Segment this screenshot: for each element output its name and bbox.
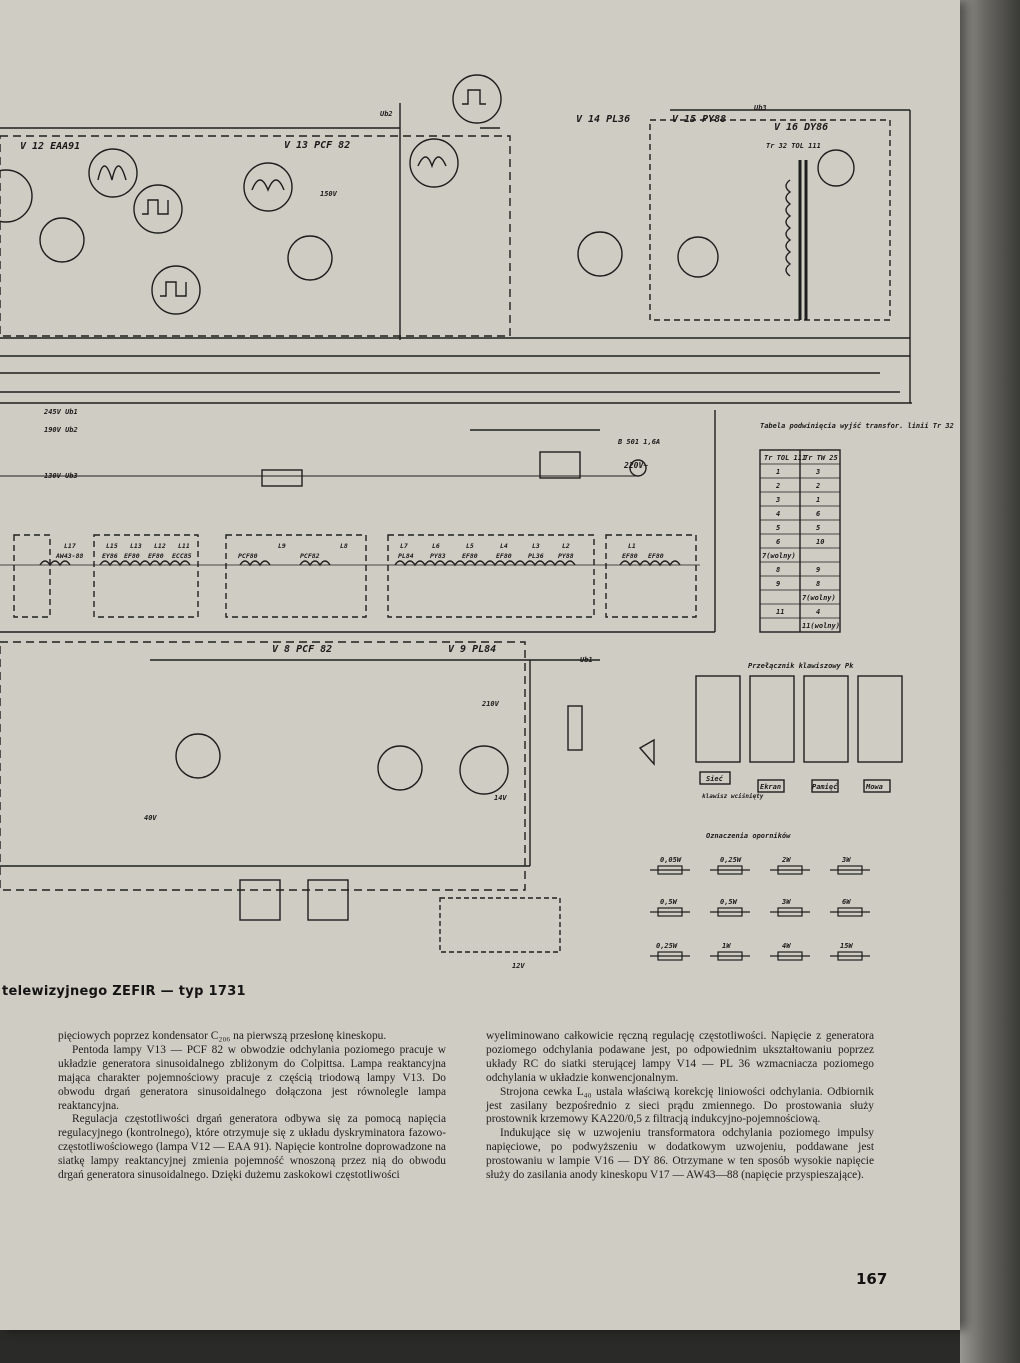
table-cell: 6 [816,510,821,518]
switch-label-pamiec: Pamięć [812,783,838,791]
filter-label: PCF80 [238,552,258,560]
filter-label: EY86 [102,552,118,560]
table-cell: 1 [776,468,781,476]
table-cell: 1 [816,496,821,504]
voltage-label: Ub3 [754,104,767,112]
text-column-right [486,1030,874,1183]
inductor-label: L4 [500,542,508,550]
filter-label: EF80 [648,552,664,560]
resistor-rating: 0,25W [656,942,678,950]
switch-title: Przełącznik klawiszowy Pk [748,662,854,670]
filter-label: PL84 [398,552,414,560]
table-cell: 5 [776,524,781,532]
resistor-rating: 15W [840,942,853,950]
voltage-label: Ub2 [380,110,393,118]
table-header-1: Tr TOL 111 [764,454,807,462]
switch-label-siec: Sieć [706,775,723,783]
resistor-rating: 4W [782,942,791,950]
paragraph: pięciowych poprzez kondensator C₂₀₆ na pierwszą przesłonę kineskopu. [58,1030,387,1042]
table-cell: 2 [776,482,781,490]
resistor-rating: 3W [782,898,791,906]
resistor-rating: 0,5W [720,898,737,906]
table-title: Tabela podwinięcia wyjść transfor. linii Tr 32 [760,422,954,430]
filter-label: EF80 [496,552,512,560]
inductor-label: L6 [432,542,440,550]
filter-label: EF80 [148,552,164,560]
transformer-label: Tr 32 TOL 111 [766,142,821,150]
paragraph: Regulacja częstotliwości drgań generatora odbywa się za pomocą napięcia regulacyjnego (kontrolnego), które otrzymuje się z układu dyskryminatora fazowo-częstotliwościowego (lampa V12 — EAA 91). Napięcie kontrolne doprowadzone na siatkę lampy reaktancyjnej zmienia pojemność wnoszoną przez nią do obwodu drgań generatora sinusoidalnego. Dzięki dużemu zaskokowi częstotliwości [58,1113,446,1182]
voltage-label: 150V [320,190,337,198]
inductor-label: L13 [130,542,142,550]
inductor-label: L1 [628,542,636,550]
tube-label-v13: V 13 PCF 82 [284,140,351,151]
inductor-label: L11 [178,542,190,550]
table-cell: 8 [816,580,821,588]
table-cell: 9 [776,580,781,588]
table-cell: 8 [776,566,781,574]
resistor-rating: 6W [842,898,851,906]
inductor-label: L8 [340,542,348,550]
filter-label: PL36 [528,552,544,560]
inductor-label: L12 [154,542,166,550]
paragraph: Pentoda lampy V13 — PCF 82 w obwodzie odchylania poziomego pracuje w układzie generatora sinusoidalnego zbliżonym do Colpittsa. Lampa reaktancyjna mająca charakter pojemnościowy pracuje z częścią triodową lampy V13. Do obwodu drgań generatora sinusoidalnego dołączona jest równolegle lampa reaktancyjna. [58,1043,446,1112]
table-cell: 11 [776,608,785,616]
voltage-label: 245V Ub1 [44,408,78,416]
resistor-rating: 0,25W [720,856,742,864]
table-cell: 5 [816,524,821,532]
resistor-rating: 3W [842,856,851,864]
inductor-label: L17 [64,542,76,550]
table-cell: 3 [816,468,821,476]
table-cell: 11(wolny) [802,622,840,630]
tube-label-v12: V 12 EAA91 [20,141,81,152]
voltage-label: Ub1 [580,656,593,664]
voltage-label: 12V [512,962,525,970]
resistor-rating: 2W [782,856,791,864]
table-cell: 3 [776,496,781,504]
page-number: 167 [856,1270,888,1288]
voltage-label: 190V Ub2 [44,426,78,434]
inductor-label: L7 [400,542,408,550]
tube-label-v8: V 8 PCF 82 [272,644,333,655]
table-cell: 9 [816,566,821,574]
switch-sublabel: klawisz wciśnięty [702,793,764,800]
table-cell: 10 [816,538,825,546]
resistor-rating: 0,5W [660,898,677,906]
resistor-rating: 1W [722,942,731,950]
filter-label: EF80 [622,552,638,560]
filter-label: PCF82 [300,552,320,560]
voltage-label: 130V Ub3 [44,472,78,480]
filter-label: PY88 [558,552,574,560]
fuse-label: B 501 1,6A [618,438,661,446]
voltage-label: 40V [144,814,157,822]
switch-label-mowa: Mowa [866,783,883,791]
table-cell: 7(wolny) [802,594,836,602]
switch-label-ekran: Ekran [760,783,782,791]
voltage-label: 14V [494,794,507,802]
voltage-label: 210V [482,700,499,708]
tube-label-v15: V 15 PY88 [672,114,727,125]
paragraph: wyeliminowano całkowicie ręczną regulację częstotliwości. Napięcie z generatora poziomego odchylania podawane jest, po odpowiednim ukształtowaniu poprzez układy RC do siatki sterującej lampy V14 — PL 36 wzmacniacza poziomego odchylania w układzie konwencjonalnym. [486,1030,874,1084]
table-cell: 7(wolny) [762,552,796,560]
filter-label: EF80 [462,552,478,560]
table-cell: 4 [776,510,781,518]
resistor-rating: 0,05W [660,856,682,864]
inductor-label: L9 [278,542,286,550]
tube-label-v9: V 9 PL84 [448,644,497,655]
table-header-2: Tr TW 25 [804,454,838,462]
inductor-label: L15 [106,542,118,550]
inductor-label: L2 [562,542,570,550]
filter-label: PY83 [430,552,446,560]
inductor-label: L5 [466,542,474,550]
mains-label: 220V~ [624,461,649,470]
resistor-legend-title: Oznaczenia oporników [706,832,791,840]
filter-label: EF80 [124,552,140,560]
paragraph: Strojona cewka L₄₀ ustala właściwą korekcję liniowości odchylania. Odbiornik jest zasilany bezpośrednio z sieci prądu zmiennego. Do prostowania służy prostownik krzemowy KA220/0,5 z filtracją indukcyjno-pojemnościową. [486,1085,874,1126]
text-column-left [58,1030,446,1183]
tube-label-v16: V 16 DY86 [774,122,829,133]
filter-label: ECC85 [172,552,192,560]
tube-label-v14: V 14 PL36 [576,114,631,125]
inductor-label: L3 [532,542,540,550]
paragraph: Indukujące się w uzwojeniu transformatora odchylania poziomego impulsy napięciowe, po podwyższeniu w dodatkowym uzwojeniu, poddawane jest prostowaniu w lampie V16 — DY 86. Otrzymane w ten sposób wysokie napięcie służy do zasilania anody kineskopu V17 — AW43—88 (napięcie przyspieszające). [486,1127,874,1182]
table-cell: 4 [816,608,821,616]
table-cell: 2 [816,482,821,490]
table-cell: 6 [776,538,781,546]
book-spine [960,0,1020,1363]
filter-label: AW43-88 [56,552,84,560]
figure-caption: telewizyjnego ZEFIR — typ 1731 [2,984,246,999]
